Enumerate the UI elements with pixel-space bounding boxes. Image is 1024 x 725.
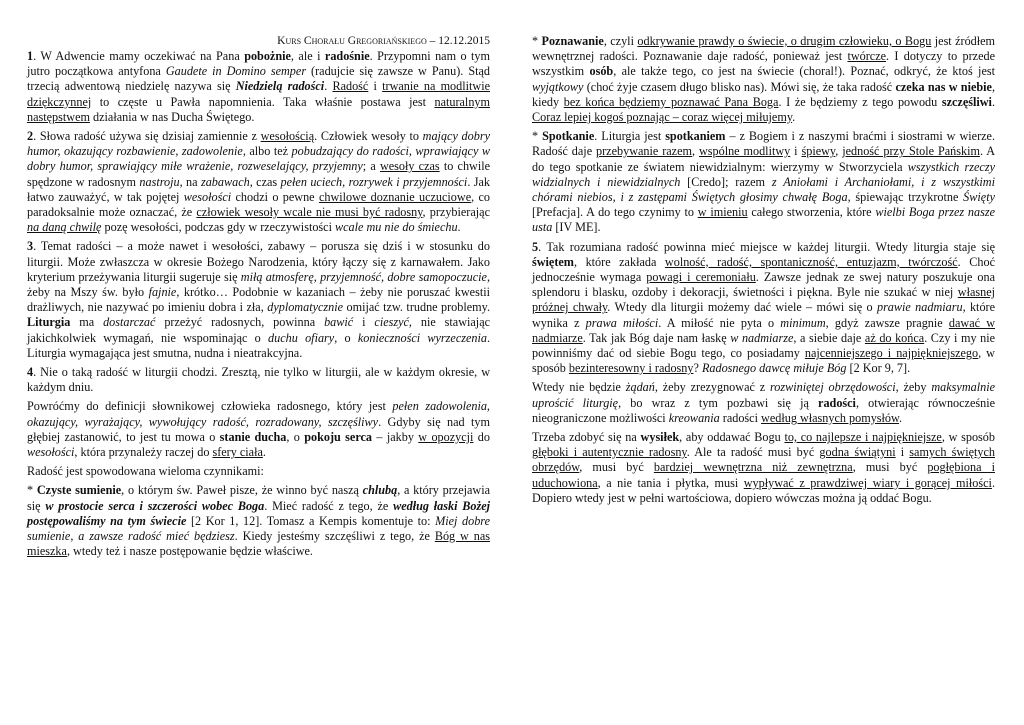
paragraph-1 — [27, 49, 490, 125]
text: i — [353, 315, 375, 330]
bold-italic-text: Niedzielą radości — [235, 79, 325, 94]
text: . Mieć radość z tego, że — [264, 498, 394, 513]
text: . Choć jednocześnie wymaga — [532, 254, 995, 285]
text: radości — [719, 410, 762, 425]
italic-text: nastroju — [139, 174, 180, 189]
paragraph-4 — [27, 365, 490, 395]
text: . I dotyczy to przede wszystkim — [532, 49, 995, 79]
text: , ale i — [290, 49, 325, 63]
italic-text: pełen uciech, rozrywek i przyjemności — [280, 174, 468, 189]
text: , a który przejawia się — [27, 483, 491, 513]
text: , — [691, 144, 699, 159]
italic-text: wszystkich rzeczy widzialnych i niewidzialnych — [532, 159, 995, 189]
underlined-text: w imieniu — [697, 205, 748, 220]
underlined-text: chwilowe doznanie uczuciowe — [318, 189, 472, 204]
text: , która przynależy raczej do — [74, 445, 213, 460]
text: , kiedy — [532, 79, 995, 109]
underlined-text: według własnych pomysłów — [761, 410, 900, 425]
text: , o — [286, 429, 305, 444]
underlined-text: najcenniejszego i najpiękniejszego — [804, 346, 979, 361]
bullet-star: * — [27, 483, 37, 498]
italic-text: cieszyć — [374, 315, 409, 330]
text: , nie stawiając jakichkolwiek wymagań, nie wspominając o — [27, 315, 491, 345]
bold-text: stanie ducha — [219, 429, 287, 444]
text: , co paradoksalnie może oznaczać, że — [27, 189, 491, 220]
paragraph-number: 2 — [27, 129, 34, 144]
text: do — [473, 429, 490, 444]
text: , wtedy też i nasze postępowanie będzie właściwe. — [66, 544, 313, 559]
italic-text: wesołości — [27, 445, 75, 460]
paragraph-number: 3 — [27, 239, 34, 254]
bullet-star: * — [532, 34, 542, 48]
text: jest źródłem wewnętrznej radości. Poznawanie daje radość, ponieważ jest — [532, 34, 996, 64]
right-column — [532, 0, 995, 725]
italic-text: pełen zadowolenia, okazujący, wyrażający, wywołujący radość, rozradowany, szczęśliwy — [27, 399, 490, 429]
text: , musi być — [579, 460, 654, 475]
text: (choć żyje czasem długo blisko nas). Mówi się, że taka radość — [583, 79, 896, 94]
underlined-text: wolność, radość, spontaniczność, entuzjazm, twórczość — [664, 254, 958, 269]
italic-text: Miej dobre sumienie, a zawsze radość mieć będziesz — [27, 513, 490, 544]
underlined-text: aż do końca — [864, 330, 925, 345]
bold-text: szczęśliwi — [941, 94, 992, 109]
text: , czas — [249, 174, 281, 189]
bold-text: spotkaniem — [665, 129, 726, 144]
bold-text: Liturgia — [27, 315, 71, 330]
italic-text: kreowania — [668, 410, 720, 425]
text: [2 Kor 9, 7]. — [846, 361, 911, 376]
text: Trzeba zdobyć się na — [532, 430, 641, 445]
text: , a nie tania i płytka, musi — [597, 475, 744, 490]
text: . Temat radości – a może nawet i wesołości, zabawy – porusza się dziś i w stosunku do liturgii. Może zwłaszcza w okresie Bożego Narodzenia, który łączy się z karnawałem. Jako kryterium przeżywania liturgii sugeruje się — [27, 239, 490, 284]
text: działania w nas Ducha Świętego. — [89, 109, 255, 124]
text: , o — [334, 330, 358, 345]
left-column — [27, 0, 490, 725]
bold-text: wysiłek — [640, 430, 680, 445]
bold-text: Poznawanie — [541, 34, 604, 48]
text: ma — [70, 315, 104, 330]
text: [IV ME]. — [552, 220, 601, 235]
text: . — [792, 110, 796, 125]
bold-text: świętem — [532, 254, 574, 269]
italic-text: maksymalnie uprościć liturgię — [532, 380, 995, 410]
text: to częste u Pawła napomnienia. Taka właśnie postawa jest — [91, 94, 435, 109]
paragraph-3 — [27, 239, 490, 361]
underlined-text: Radość — [332, 79, 369, 94]
text: [Credo]; razem — [680, 174, 772, 189]
underlined-text: wesołością — [260, 129, 315, 144]
underlined-text: bezinteresowny i radosny — [568, 361, 694, 376]
text: . Jak łatwo zauważyć, w tak pojętej — [27, 174, 491, 204]
italic-text: wesołości — [183, 189, 232, 204]
text: ? — [693, 361, 702, 376]
bold-text: czeka nas w niebie — [895, 79, 992, 94]
text: Powróćmy do definicji słownikowej człowieka radosnego, który jest — [27, 399, 393, 414]
paragraph-trzeba — [532, 430, 995, 506]
italic-text: żądań — [625, 380, 655, 395]
underlined-text: śpiewy — [801, 144, 836, 159]
underlined-text: dawać w nadmiarze — [532, 315, 996, 345]
text: Wtedy nie będzie — [532, 380, 626, 395]
text: . A miłość nie pyta o — [658, 315, 781, 330]
text: , czyli — [603, 34, 638, 48]
page-header — [27, 34, 490, 48]
italic-text: miłą atmosferę, przyjemność, dobre samopoczucie — [240, 269, 487, 284]
text: . — [457, 220, 461, 235]
paragraph-wtedy — [532, 380, 995, 426]
bold-text: radośnie — [324, 49, 370, 63]
paragraph-number: 4 — [27, 365, 34, 380]
text: . Słowa radość używa się dzisiaj zamiennie z — [33, 129, 261, 144]
bullet-star: * — [532, 129, 543, 144]
underlined-text: bez końca będziemy poznawać Pana Boga — [563, 94, 779, 109]
course-title: Kurs Chorału Gregoriańskiego — [277, 35, 427, 47]
text: , żeby zrezygnować z — [654, 380, 770, 395]
text: . Czy i my nie powinniśmy dać od siebie Bogu tego, co posiadamy — [532, 330, 996, 361]
text: i — [368, 79, 383, 94]
text: – z Bogiem i z naszymi braćmi i siostrami w wierze. Radość daje — [532, 129, 995, 159]
underlined-text: sfery ciała — [212, 445, 263, 460]
underlined-text: samych świętych obrzędów — [532, 445, 995, 475]
bold-italic-text: w prostocie serca i szczerości wobec Boga — [45, 498, 265, 513]
text: (radujcie się zawsze w Panu). Stąd trzecią adwentową niedzielę nazywa się — [27, 64, 490, 94]
text: , aby oddawać Bogu — [679, 430, 785, 445]
italic-text: w nadmiarze — [730, 330, 794, 345]
italic-text: Gaudete in Domino semper — [165, 64, 307, 79]
text: , o którym św. Paweł pisze, że winno być naszą — [121, 483, 363, 498]
text: , otwierając równocześnie nieograniczone możliwości — [532, 395, 996, 425]
text: to chwile spędzone w radosnym — [27, 159, 491, 189]
underlined-text: godna świątyni — [819, 445, 896, 460]
italic-text: wielbi Boga przez nasze usta — [532, 205, 995, 235]
text: . Przypomni nam o tym jutro początkowa antyfona — [27, 49, 491, 79]
text: , musi być — [852, 460, 928, 475]
italic-text: bawić — [324, 315, 354, 330]
text: , śpiewając trzykrotne — [847, 190, 964, 205]
underlined-text: twórcze — [847, 49, 887, 64]
text: . A do tego spotkanie ze światem niewidzialnym: wierzymy w Stworzyciela — [532, 144, 996, 174]
text: , ale także tego, co jest na świecie (choral!). Poznać, odkryć, że ktoś jest — [613, 64, 995, 79]
text: , na — [179, 174, 201, 189]
text: . Ale ta radość musi być — [686, 445, 820, 460]
italic-text: mający dobry humor, okazujący rozbawienie, zadowolenie — [27, 129, 490, 159]
bold-text: Spotkanie — [542, 129, 595, 144]
paragraph-number: 5 — [532, 239, 539, 254]
course-date: – 12.12.2015 — [429, 35, 490, 47]
text: – jakby — [372, 429, 419, 444]
underlined-text: jedność przy Stole Pańskim — [842, 144, 980, 159]
text: . — [991, 94, 995, 109]
paragraph-2 — [27, 129, 490, 235]
italic-text: dyplomatycznie — [267, 300, 344, 315]
text: ; a — [362, 159, 380, 174]
underlined-text: bardziej wewnętrzna niż zewnętrzna — [653, 460, 853, 475]
paragraph-7 — [27, 483, 490, 559]
text: omijać tzw. trudne problemy. — [343, 300, 490, 315]
paragraph-poznawanie — [532, 34, 995, 125]
text: , w sposób — [532, 346, 995, 376]
text: całego stworzenia, które — [747, 205, 876, 220]
text: . Gdyby się nad tym głębiej zastanowić, to jest tu mowa o — [27, 414, 490, 444]
paragraph-5 — [532, 240, 995, 377]
italic-text: dostarczać — [103, 315, 156, 330]
underlined-text: powagi i ceremoniału — [646, 270, 756, 285]
italic-text: duchu ofiary — [268, 330, 335, 345]
underlined-text: to, co najlepsze i najpiękniejsze — [784, 430, 942, 445]
text: . Tak jak Bóg daje nam łaskę — [582, 330, 731, 345]
italic-text: Święty — [963, 190, 995, 205]
underlined-text: własnej próżnej chwały — [532, 285, 995, 315]
underlined-text: Bóg w nas mieszka — [27, 529, 490, 559]
underlined-text: naturalnym następstwem — [27, 94, 490, 124]
bold-text: osób — [589, 64, 614, 79]
text: . Tak rozumiana radość powinna mieć miejsce w każdej liturgii. Wtedy liturgia staje się — [538, 239, 995, 254]
text: . — [262, 445, 266, 460]
text: Radość jest spowodowana wieloma czynnikami: — [27, 464, 264, 479]
text: , które zakłada — [573, 254, 665, 269]
text: . Człowiek wesoły to — [314, 129, 423, 144]
text: , które wynika z — [532, 300, 996, 330]
text: . Liturgia jest — [594, 129, 666, 144]
underlined-text: Coraz lepiej kogoś poznając – coraz więcej miłujemy — [532, 110, 793, 125]
italic-text: prawa miłości — [585, 315, 659, 330]
italic-text: z Aniołami i Archaniołami, i z wszystkimi chórami niebios, i z zastępami Świętych głosimy chwałę Boga — [532, 174, 995, 205]
bold-text: radości — [818, 395, 856, 410]
paragraph-spotkanie — [532, 129, 995, 235]
text: , przybierając — [422, 205, 490, 220]
text: , albo też — [242, 144, 292, 159]
italic-text: wcale mu nie do śmiechu — [335, 220, 458, 235]
italic-text: minimum — [780, 315, 826, 330]
text: . — [324, 79, 333, 94]
text: . Liturgia wymagająca jest smutna, nudna i nieatrakcyjna. — [27, 330, 491, 360]
bold-italic-text: chlubą — [362, 483, 398, 498]
text: , w sposób — [941, 430, 995, 445]
underlined-text: trwanie na modlitwie dziękczynnej — [27, 79, 490, 109]
text: , — [835, 144, 843, 159]
paragraph-number: 1 — [27, 49, 34, 63]
text: . — [899, 410, 903, 425]
underlined-italic-text: na daną chwilę — [27, 220, 102, 235]
text: . Wtedy dla liturgii możemy dać wiele – mówi się o — [607, 300, 877, 315]
paragraph-6 — [27, 464, 490, 479]
italic-text: rozwiniętej obrzędowości — [770, 380, 896, 395]
text: . Zawsze jednak ze swej natury poszukuje ona splendoru i blasku, ozdoby i dekoracji, świetności i piękna. Byle nie szukać w niej — [532, 270, 995, 300]
text: . Nie o taką radość w liturgii chodzi. Zresztą, nie tylko w liturgii, ale w każdym okresie, w każdym dniu. — [27, 365, 490, 395]
italic-text: zabawach — [200, 174, 250, 189]
underlined-text: pogłębiona i uduchowiona — [532, 460, 995, 490]
italic-text: wyjątkowy — [532, 79, 584, 94]
text: . Kiedy jesteśmy szczęśliwi z tego, że — [234, 529, 435, 544]
text: [Prefacja]. A do tego czynimy to — [532, 205, 698, 220]
text: , żeby — [895, 380, 932, 395]
bold-italic-text: według łaski Bożej postępowaliśmy na tym świecie — [27, 498, 491, 528]
bold-text: pokoju serca — [304, 429, 373, 444]
text: . Dopiero wtedy jest w pełni wartościowa, dopiero wówczas można ją oddać Bogu. — [532, 475, 995, 505]
text: i — [790, 144, 802, 159]
text: przeżyć radosnych, powinna — [155, 315, 325, 330]
underlined-text: wspólne modlitwy — [698, 144, 791, 159]
underlined-text: głęboki i autentycznie radosny — [532, 445, 687, 460]
underlined-text: człowiek wesoły wcale nie musi być radosny — [196, 205, 423, 220]
bold-text: Czyste sumienie — [36, 483, 122, 498]
paragraph-5 — [27, 399, 490, 460]
text: i — [895, 445, 910, 460]
underlined-text: wypływać z prawdziwej wiary i gorącej miłości — [743, 475, 992, 490]
text: , żeby na Mszy św. było — [27, 269, 490, 300]
italic-text: prawie nadmiaru — [876, 300, 963, 315]
text: , gdyż zawsze pragnie — [825, 315, 949, 330]
text: , bo wraz z tym pozbawi się ją — [618, 395, 819, 410]
text: chodzi o pewne — [231, 189, 319, 204]
text: . I że będziemy z tego powodu — [778, 94, 942, 109]
text: , krótko… Podobnie w kazaniach – żeby nie poruszać kwestii drażliwych, nie nazywać po imieniu dobra i zła, — [27, 285, 490, 315]
underlined-text: odkrywanie prawdy o świecie, o drugim człowieku, o Bogu — [637, 34, 932, 48]
text: [2 Kor 1, 12]. Tomasz a Kempis komentuje to: — [186, 513, 436, 528]
text: , a siebie daje — [793, 330, 865, 345]
text: pozę wesołości, podczas gdy w rzeczywistości — [101, 220, 336, 235]
italic-text: fajnie — [148, 285, 177, 300]
italic-text: Radosnego dawcę miłuje Bóg — [701, 361, 847, 376]
text: . W Adwencie mamy oczekiwać na Pana — [33, 49, 245, 63]
bold-text: pobożnie — [244, 49, 291, 63]
italic-text: konieczności wyrzeczenia — [357, 330, 487, 345]
underlined-text: przebywanie razem — [596, 144, 692, 159]
italic-text: pobudzający do radości, wprawiający w dobry humor, sprawiający miłe wrażenie, rozweselający, przyjemny — [27, 144, 490, 174]
underlined-text: w opozycji — [418, 429, 474, 444]
underlined-text: wesoły czas — [379, 159, 440, 174]
